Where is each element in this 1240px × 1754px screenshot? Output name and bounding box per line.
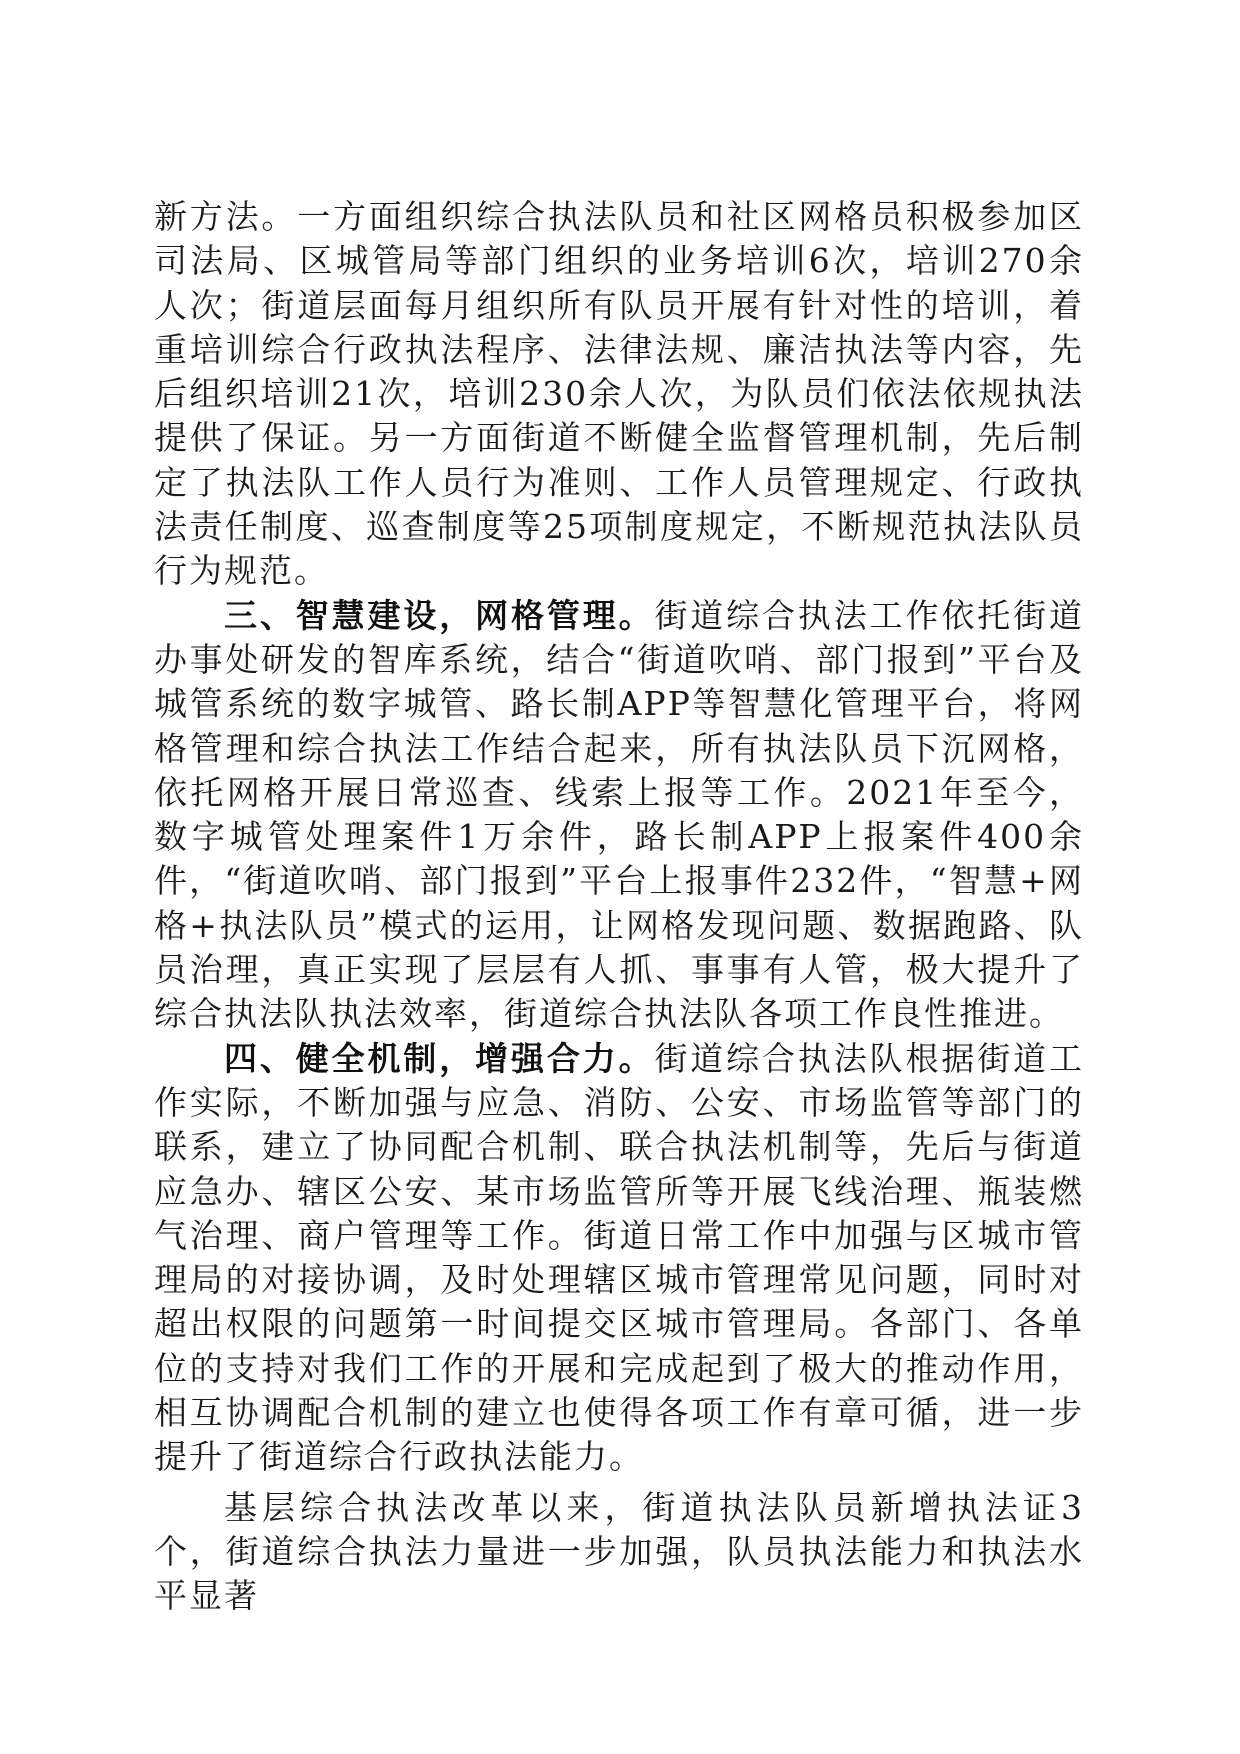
section-heading: 三、智慧建设，网格管理。 — [224, 595, 655, 635]
paragraph-text: 街道综合执法工作依托街道办事处研发的智库系统，结合“街道吹哨、部门报到”平台及城管系统的数字城管、路长制APP等智慧化管理平台，将网格管理和综合执法工作结合起来，所有执法队员下沉网格，依托网格开展日常巡查、线索上报等工作。2021年至今，数字城管处理案件1万余件，路长制APP上报案件400余件，“街道吹哨、部门报到”平台上报事件232件，“智慧+网格+执法队员”模式的运用，让网格发现问题、数据跑路、队员治理，真正实现了层层有人抓、事事有人管，极大提升了综合执法队执法效率，街道综合执法队各项工作良性推进。 — [154, 595, 1085, 1034]
paragraph-continuation — [154, 195, 1084, 594]
section-heading: 四、健全机制，增强合力。 — [224, 1038, 655, 1078]
paragraph-text: 街道综合执法队根据街道工作实际，不断加强与应急、消防、公安、市场监管等部门的联系，建立了协同配合机制、联合执法机制等，先后与街道应急办、辖区公安、某市场监管所等开展飞线治理、瓶装燃气治理、商户管理等工作。街道日常工作中加强与区城市管理局的对接协调，及时处理辖区城市管理常见问题，同时对超出权限的问题第一时间提交区城市管理局。各部门、各单位的支持对我们工作的开展和完成起到了极大的推动作用，相互协调配合机制的建立也使得各项工作有章可循，进一步提升了街道综合行政执法能力。 — [154, 1038, 1085, 1477]
paragraph-section-three — [154, 594, 1084, 1037]
document-body — [154, 195, 1084, 1619]
paragraph-summary — [154, 1486, 1084, 1619]
paragraph-text: 基层综合执法改革以来，街道执法队员新增执法证3个，街道综合执法力量进一步加强，队员执法能力和执法水平显著 — [154, 1487, 1084, 1616]
paragraph-text: 新方法。一方面组织综合执法队员和社区网格员积极参加区司法局、区城管局等部门组织的业务培训6次，培训270余人次；街道层面每月组织所有队员开展有针对性的培训，着重培训综合行政执法程序、法律法规、廉洁执法等内容，先后组织培训21次，培训230余人次，为队员们依法依规执法提供了保证。另一方面街道不断健全监督管理机制，先后制定了执法队工作人员行为准则、工作人员管理规定、行政执法责任制度、巡查制度等25项制度规定，不断规范执法队员行为规范。 — [154, 197, 1084, 591]
paragraph-section-four — [154, 1037, 1084, 1480]
